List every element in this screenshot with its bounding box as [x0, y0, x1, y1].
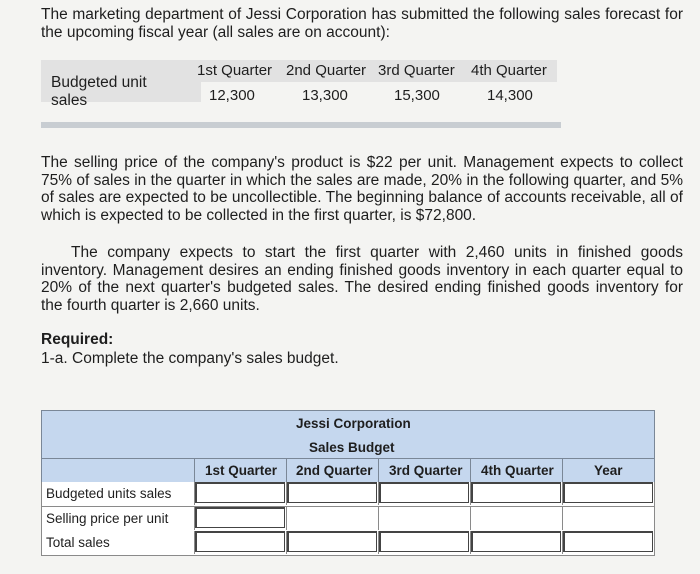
- sales-forecast-table: [41, 60, 561, 130]
- forecast-col-q3: 3rd Quarter: [378, 62, 455, 79]
- sales-budget-table: [41, 410, 655, 555]
- budget-col-year: Year: [594, 463, 623, 478]
- header-separator: [562, 458, 563, 482]
- requirement-1a: 1-a. Complete the company's sales budget.: [41, 350, 339, 367]
- header-separator: [286, 458, 287, 482]
- budget-col-q2: 2nd Quarter: [296, 463, 373, 478]
- header-separator: [194, 458, 195, 482]
- inventory-paragraph: The company expects to start the first quarter with 2,460 units in finished goods inventory. Management desires an ending finished goods inventory in each quarter equal to 20% of the next quarter's budgeted sales. The desired ending finished goods inventory for the fourth quarter is 2,660 units.: [41, 244, 683, 314]
- budget-title: Sales Budget: [309, 440, 395, 455]
- header-separator: [470, 458, 471, 482]
- forecast-bottom-rule: [41, 122, 561, 128]
- budget-col-q1: 1st Quarter: [205, 463, 278, 478]
- budget-col-q3: 3rd Quarter: [389, 463, 463, 478]
- row-label-total: Total sales: [46, 535, 110, 550]
- forecast-col-q4: 4th Quarter: [471, 62, 547, 79]
- selling-price-paragraph: The selling price of the company's product is $22 per unit. Management expects to collect 75% of sales in the quarter in which the sales are made, 20% in the following quarter, and 5% of sales are expected to be uncollectible. The beginning balance of accounts receivable, all of which is expected to be collected in the first quarter, is $72,800.: [41, 154, 683, 224]
- budget-col-q4: 4th Quarter: [481, 463, 554, 478]
- header-separator: [378, 458, 379, 482]
- row-label-price: Selling price per unit: [46, 511, 169, 526]
- budget-company-name: Jessi Corporation: [296, 416, 411, 431]
- row-label-units: Budgeted units sales: [46, 486, 172, 501]
- required-heading: Required:: [41, 331, 114, 348]
- forecast-value-q4: 14,300: [487, 87, 533, 104]
- budget-body-frame: [41, 482, 655, 556]
- intro-text: The marketing department of Jessi Corporation has submitted the following sales forecast for the upcoming fiscal year (all sales are on account):: [41, 6, 683, 41]
- forecast-value-q2: 13,300: [302, 87, 348, 104]
- forecast-col-q1: 1st Quarter: [197, 62, 273, 79]
- forecast-col-q2: 2nd Quarter: [286, 62, 367, 79]
- forecast-row-label: Budgeted unit sales: [51, 74, 147, 109]
- forecast-value-q3: 15,300: [394, 87, 440, 104]
- forecast-value-q1: 12,300: [209, 87, 255, 104]
